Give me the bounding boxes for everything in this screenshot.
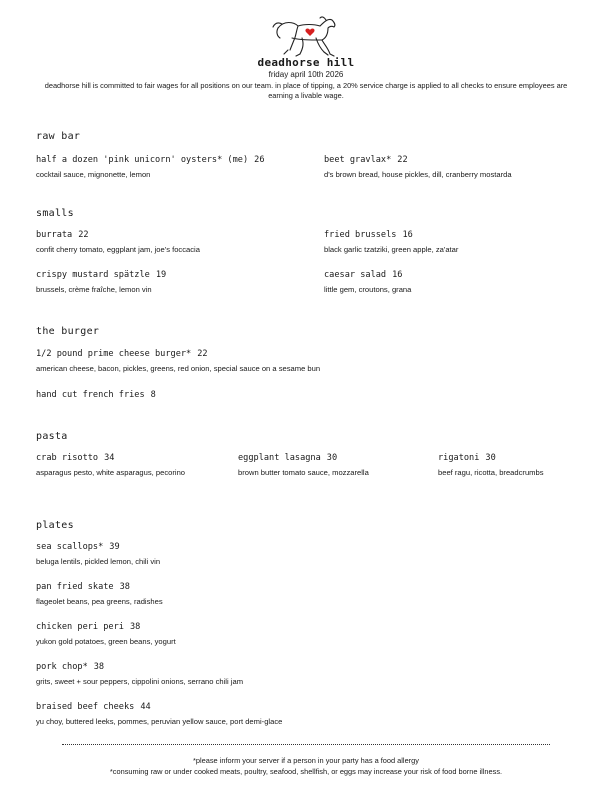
restaurant-name: deadhorse hill (257, 56, 355, 69)
item-price: 38 (129, 622, 141, 632)
item-name: crab risotto (36, 453, 99, 463)
section-title-smalls: smalls (36, 208, 74, 219)
item-description: confit cherry tomato, eggplant jam, joe's foccacia (36, 245, 200, 254)
menu-item (324, 270, 594, 295)
service-charge-notice: deadhorse hill is committed to fair wages for all positions on our team. in place of tipping, a 20% service charge is applied to all checks to ensure employees are earning a livable wage. (44, 81, 568, 100)
item-description: beef ragu, ricotta, breadcrumbs (438, 468, 544, 477)
item-price: 22 (78, 230, 89, 240)
item-name: caesar salad (324, 270, 387, 280)
menu-item (438, 453, 598, 478)
item-name: pan fried skate (36, 582, 114, 592)
item-name: rigatoni (438, 453, 480, 463)
item-name: chicken peri peri (36, 622, 124, 632)
menu-item (238, 453, 428, 478)
section-title-plates: plates (36, 520, 74, 531)
heart-icon (305, 29, 314, 36)
item-price: 30 (485, 453, 496, 463)
item-description: brussels, crème fraîche, lemon vin (36, 285, 152, 294)
menu-item (36, 662, 576, 687)
menu-item (36, 230, 316, 255)
item-name: 1/2 pound prime cheese burger* (36, 349, 192, 359)
horse-icon (270, 14, 342, 58)
menu-date: friday april 10th 2026 (268, 70, 344, 79)
item-name: half a dozen 'pink unicorn' oysters* (me) (36, 155, 249, 165)
item-name: pork chop* (36, 662, 88, 672)
item-description: beluga lentils, pickled lemon, chili vin (36, 557, 161, 566)
item-price: 39 (109, 542, 120, 552)
item-price: 8 (150, 390, 156, 400)
menu-item (324, 230, 594, 255)
item-name: hand cut french fries (36, 390, 145, 400)
menu-item (324, 155, 594, 180)
menu-item (36, 622, 576, 647)
menu-item (36, 582, 576, 607)
menu-item (36, 155, 316, 180)
menu-item (36, 390, 576, 400)
section-title-raw-bar: raw bar (36, 131, 81, 142)
raw-food-warning: *consuming raw or under cooked meats, poultry, seafood, shellfish, or eggs may increase your risk of food borne illness. (109, 767, 503, 776)
item-description: cocktail sauce, mignonette, lemon (36, 170, 151, 179)
item-description: black garlic tzatziki, green apple, za'atar (324, 245, 459, 254)
item-name: fried brussels (324, 230, 397, 240)
item-name: beet gravlax* (324, 155, 392, 165)
item-price: 19 (155, 270, 167, 280)
item-name: sea scallops* (36, 542, 104, 552)
item-description: flageolet beans, pea greens, radishes (36, 597, 163, 606)
section-title-burger: the burger (36, 326, 100, 337)
item-price: 16 (392, 270, 403, 280)
section-title-pasta: pasta (36, 431, 68, 442)
allergy-notice: *please inform your server if a person in your party has a food allergy (193, 756, 419, 765)
item-price: 22 (397, 155, 408, 165)
item-name: eggplant lasagna (238, 453, 321, 463)
item-description: brown butter tomato sauce, mozzarella (238, 468, 369, 477)
item-price: 16 (402, 230, 413, 240)
item-price: 44 (140, 702, 151, 712)
item-description: asparagus pesto, white asparagus, pecorino (36, 468, 186, 477)
menu-item (36, 349, 576, 374)
menu-item (36, 270, 316, 295)
item-price: 30 (326, 453, 338, 463)
item-name: crispy mustard spätzle (36, 270, 150, 280)
item-name: burrata (36, 230, 73, 240)
item-description: d's brown bread, house pickles, dill, cranberry mostarda (324, 170, 512, 179)
item-name: braised beef cheeks (36, 702, 135, 712)
menu-item (36, 453, 226, 478)
item-description: yukon gold potatoes, green beans, yogurt (36, 637, 176, 646)
item-description: little gem, croutons, grana (324, 285, 412, 294)
dotted-divider (62, 744, 550, 745)
item-price: 38 (93, 662, 105, 672)
item-price: 26 (254, 155, 265, 165)
item-description: grits, sweet + sour peppers, cippolini onions, serrano chili jam (36, 677, 244, 686)
item-description: american cheese, bacon, pickles, greens, red onion, special sauce on a sesame bun (36, 364, 321, 373)
item-price: 22 (197, 349, 208, 359)
menu-item (36, 702, 576, 727)
item-price: 34 (104, 453, 115, 463)
item-description: yu choy, buttered leeks, pommes, peruvian yellow sauce, port demi-glace (36, 717, 283, 726)
menu-item (36, 542, 576, 567)
item-price: 38 (119, 582, 130, 592)
